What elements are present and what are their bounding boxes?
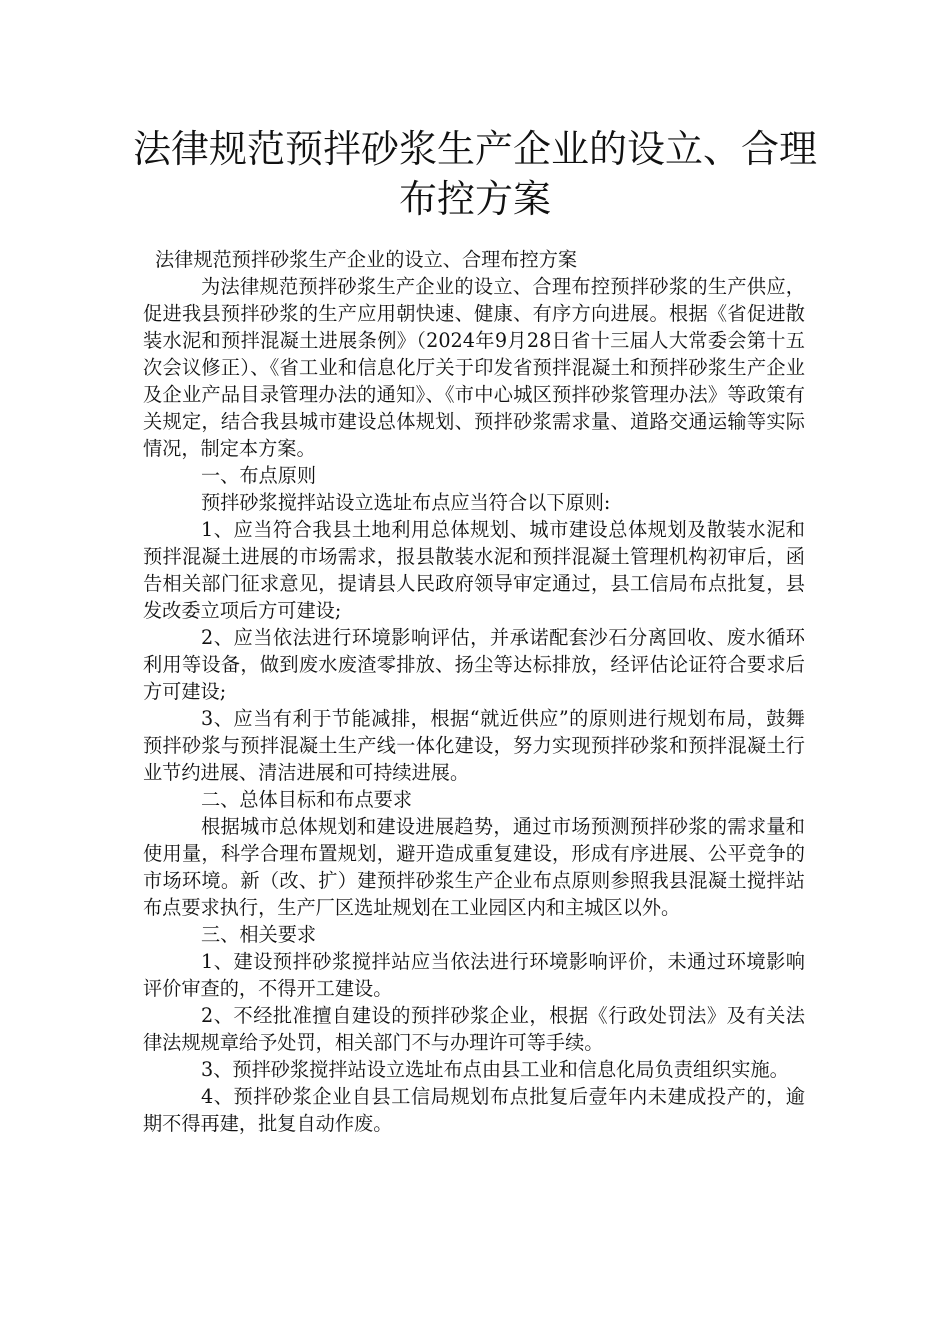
paragraph: 三、相关要求 — [201, 923, 317, 946]
paragraph: 1、建设预拌砂浆搅拌站应当依法进行环境影响评价，未通过环境影响评价审查的，不得开工建设。 — [143, 950, 805, 1000]
paragraph: 根据城市总体规划和建设进展趋势，通过市场预测预拌砂浆的需求量和使用量，科学合理布置规划，避开造成重复建设，形成有序进展、公平竞争的市场环境。新（改、扩）建预拌砂浆生产企业布点原则参照我县混凝土搅拌站布点要求执行，生产厂区选址规划在工业园区内和主城区以外。 — [143, 815, 805, 919]
paragraph: 为法律规范预拌砂浆生产企业的设立、合理布控预拌砂浆的生产供应，促进我县预拌砂浆的生产应用朝快速、健康、有序方向进展。根据《省促进散装水泥和预拌混凝土进展条例》（2024年9月28日省十三届人大常委会第十五次会议修正）、《省工业和信息化厅关于印发省预拌混凝土和预拌砂浆生产企业及企业产品目录管理办法的通知》、《市中心城区预拌砂浆管理办法》等政策有关规定，结合我县城市建设总体规划、预拌砂浆需求量、道路交通运输等实际情况，制定本方案。 — [143, 275, 805, 460]
paragraph: 1、应当符合我县土地利用总体规划、城市建设总体规划及散装水泥和预拌混凝土进展的市场需求，报县散装水泥和预拌混凝土管理机构初审后，函告相关部门征求意见，提请县人民政府领导审定通过，县工信局布点批复，县发改委立项后方可建设; — [143, 518, 805, 622]
paragraph: 一、布点原则 — [201, 464, 317, 487]
paragraph: 法律规范预拌砂浆生产企业的设立、合理布控方案 — [155, 248, 578, 271]
paragraph: 二、总体目标和布点要求 — [201, 788, 413, 811]
paragraph: 预拌砂浆搅拌站设立选址布点应当符合以下原则: — [201, 491, 611, 514]
title-line-1: 法律规范预拌砂浆生产企业的设立、合理 — [132, 127, 817, 171]
document-body — [143, 246, 805, 1137]
page-title — [130, 124, 820, 224]
title-line-2: 布控方案 — [398, 177, 551, 221]
paragraph: 4、预拌砂浆企业自县工信局规划布点批复后壹年内未建成投产的，逾期不得再建，批复自动作废。 — [143, 1085, 805, 1135]
paragraph: 2、应当依法进行环境影响评估，并承诺配套沙石分离回收、废水循环利用等设备，做到废水废渣零排放、扬尘等达标排放，经评估论证符合要求后方可建设; — [143, 626, 805, 703]
paragraph: 2、不经批准擅自建设的预拌砂浆企业，根据《行政处罚法》及有关法律法规规章给予处罚，相关部门不与办理许可等手续。 — [143, 1004, 805, 1054]
paragraph: 3、预拌砂浆搅拌站设立选址布点由县工业和信息化局负责组织实施。 — [201, 1058, 789, 1081]
paragraph: 3、应当有利于节能减排，根据“就近供应”的原则进行规划布局，鼓舞预拌砂浆与预拌混凝土生产线一体化建设，努力实现预拌砂浆和预拌混凝土行业节约进展、清洁进展和可持续进展。 — [143, 707, 805, 784]
